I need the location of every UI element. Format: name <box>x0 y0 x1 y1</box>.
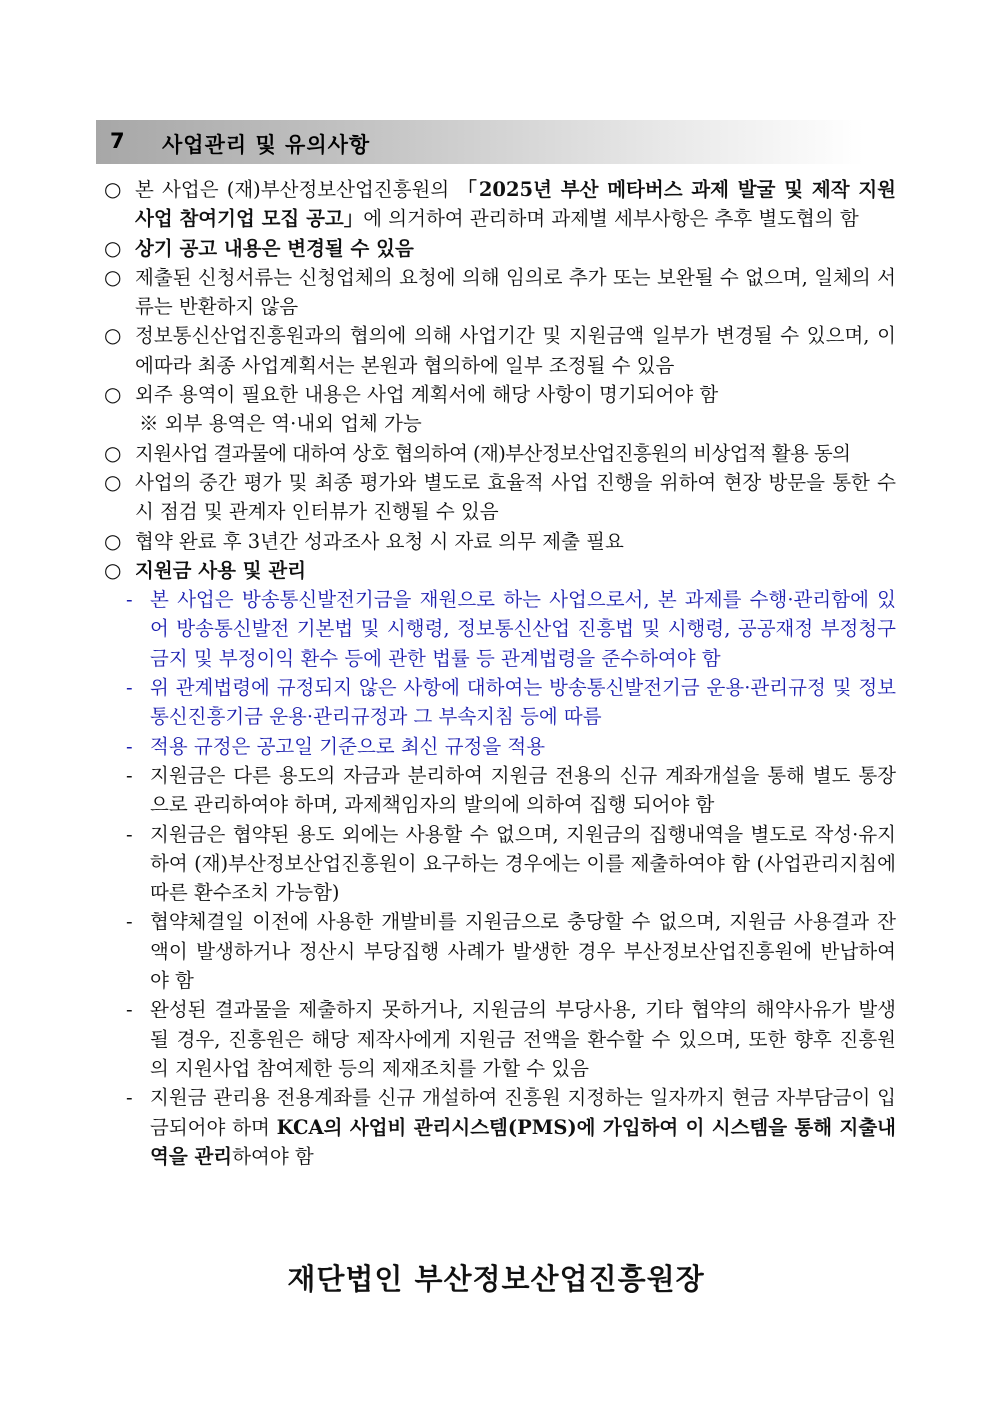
note-text: ※ 외부 용역은 역·내외 업체 가능 <box>139 412 422 436</box>
item-text: 본 사업은 (재)부산정보산업진흥원의 <box>135 178 458 201</box>
circle-bullet-icon: ○ <box>104 440 121 465</box>
item-text: 제출된 신청서류는 신청업체의 요청에 의해 임의로 추가 또는 보완될 수 없으며, 일체의 서류는 반환하지 않음 <box>135 265 896 319</box>
section-title: 사업관리 및 유의사항 <box>162 133 371 157</box>
item-text: 외주 용역이 필요한 내용은 사업 계획서에 해당 사항이 명기되어야 함 <box>135 383 719 407</box>
circle-bullet-icon: ○ <box>104 323 122 348</box>
sub-item <box>104 820 896 908</box>
circle-bullet-icon: ○ <box>104 557 122 582</box>
sub-item-text: 지원금은 협약된 용도 외에는 사용할 수 없으며, 지원금의 집행내역을 별도로 작성·유지하여 (재)부산정보산업진흥원이 요구하는 경우에는 이를 제출하여야 함 (사업관리지침에 따른 환수조치 가능함) <box>150 822 896 905</box>
dash-bullet-icon: - <box>126 734 133 758</box>
circle-bullet-icon: ○ <box>104 528 122 553</box>
sub-item <box>104 732 896 761</box>
list-item <box>104 321 896 380</box>
item-text: 지원금 사용 및 관리 <box>135 558 307 582</box>
sub-item-text: 본 사업은 방송통신발전기금을 재원으로 하는 사업으로서, 본 과제를 수행·관리함에 있어 방송통신발전 기본법 및 시행령, 정보통신산업 진흥법 및 시행령, 공공재정 부정청구 금지 및 부정이익 환수 등에 관한 법률 등 관계법령을 준수하여야 함 <box>150 588 896 670</box>
item-text: 에 의거하여 관리하며 과제별 세부사항은 추후 별도협의 함 <box>363 207 859 231</box>
sub-item <box>104 585 896 673</box>
sub-item <box>104 673 896 732</box>
dash-bullet-icon: - <box>126 763 133 787</box>
item-text: 사업의 중간 평가 및 최종 평가와 별도로 효율적 사업 진행을 위하여 현장 방문을 통한 수시 점검 및 관계자 인터뷰가 진행될 수 있음 <box>135 470 896 524</box>
sub-item-text: 협약체결일 이전에 사용한 개발비를 지원금으로 충당할 수 없으며, 지원금 사용결과 잔액이 발생하거나 정산시 부당집행 사례가 발생한 경우 부산정보산업진흥원에 반납하여야 함 <box>150 910 896 993</box>
list-item <box>104 556 896 585</box>
circle-bullet-icon: ○ <box>104 264 122 289</box>
notice-title: 「2025년 부산 메타버스 과제 발굴 및 제작 지원 사업 참여기업 모집 공고」 <box>135 178 897 231</box>
sub-item-text: 지원금 관리용 전용계좌를 신규 개설하여 진흥원 지정하는 일자까지 현금 자부담금이 입금되어야 하며 <box>150 1086 896 1139</box>
signature-line: 재단법인 부산정보산업진흥원장 <box>287 1262 705 1296</box>
sub-item-text: 지원금은 다른 용도의 자금과 분리하여 지원금 전용의 신규 계좌개설을 통해 별도 통장으로 관리하여야 하며, 과제책임자의 발의에 의하여 집행 되어야 함 <box>150 763 896 817</box>
sub-item-text: 완성된 결과물을 제출하지 못하거나, 지원금의 부당사용, 기타 협약의 해약사유가 발생될 경우, 진흥원은 해당 제작사에게 지원금 전액을 환수할 수 있으며, 또한 향후 진흥원의 지원사업 참여제한 등의 제재조치를 가할 수 있음 <box>150 998 896 1080</box>
list-item <box>104 380 896 439</box>
content-body <box>104 175 896 1171</box>
sub-item-text: 위 관계법령에 규정되지 않은 사항에 대하여는 방송통신발전기금 운용·관리규정 및 정보통신진흥기금 운용·관리규정과 그 부속지침 등에 따름 <box>150 676 896 729</box>
sub-item <box>104 1083 896 1171</box>
list-item <box>104 263 896 322</box>
sub-item-text: 하여야 함 <box>232 1144 314 1168</box>
section-number: 7 <box>110 129 125 153</box>
sub-item <box>104 907 896 995</box>
dash-bullet-icon: - <box>126 822 133 846</box>
section-header <box>96 120 864 164</box>
sub-item <box>104 995 896 1083</box>
circle-bullet-icon: ○ <box>104 177 122 201</box>
circle-bullet-icon: ○ <box>104 235 122 260</box>
pms-emphasis: KCA의 사업비 관리시스템(PMS)에 가입하여 이 시스템을 통해 지출내역을 관리 <box>150 1115 897 1168</box>
list-item <box>104 175 896 234</box>
list-item <box>104 439 896 468</box>
dash-bullet-icon: - <box>126 910 133 934</box>
list-item <box>104 234 896 263</box>
item-text: 정보통신산업진흥원과의 협의에 의해 사업기간 및 지원금액 일부가 변경될 수 있으며, 이에따라 최종 사업계획서는 본원과 협의하에 일부 조정될 수 있음 <box>135 324 896 377</box>
circle-bullet-icon: ○ <box>104 382 122 407</box>
circle-bullet-icon: ○ <box>104 469 122 494</box>
dash-bullet-icon: - <box>126 676 133 700</box>
dash-bullet-icon: - <box>126 998 133 1022</box>
item-text: 상기 공고 내용은 변경될 수 있음 <box>135 236 414 260</box>
item-text: 지원사업 결과물에 대하여 상호 협의하여 (재)부산정보산업진흥원의 비상업적 활용 동의 <box>135 441 851 465</box>
item-text: 협약 완료 후 3년간 성과조사 요청 시 자료 의무 제출 필요 <box>135 529 624 553</box>
dash-bullet-icon: - <box>126 1086 133 1110</box>
sub-item <box>104 761 896 820</box>
sub-item-text: 적용 규정은 공고일 기준으로 최신 규정을 적용 <box>150 734 546 758</box>
dash-bullet-icon: - <box>126 588 133 612</box>
list-item <box>104 527 896 556</box>
list-item <box>104 468 896 527</box>
